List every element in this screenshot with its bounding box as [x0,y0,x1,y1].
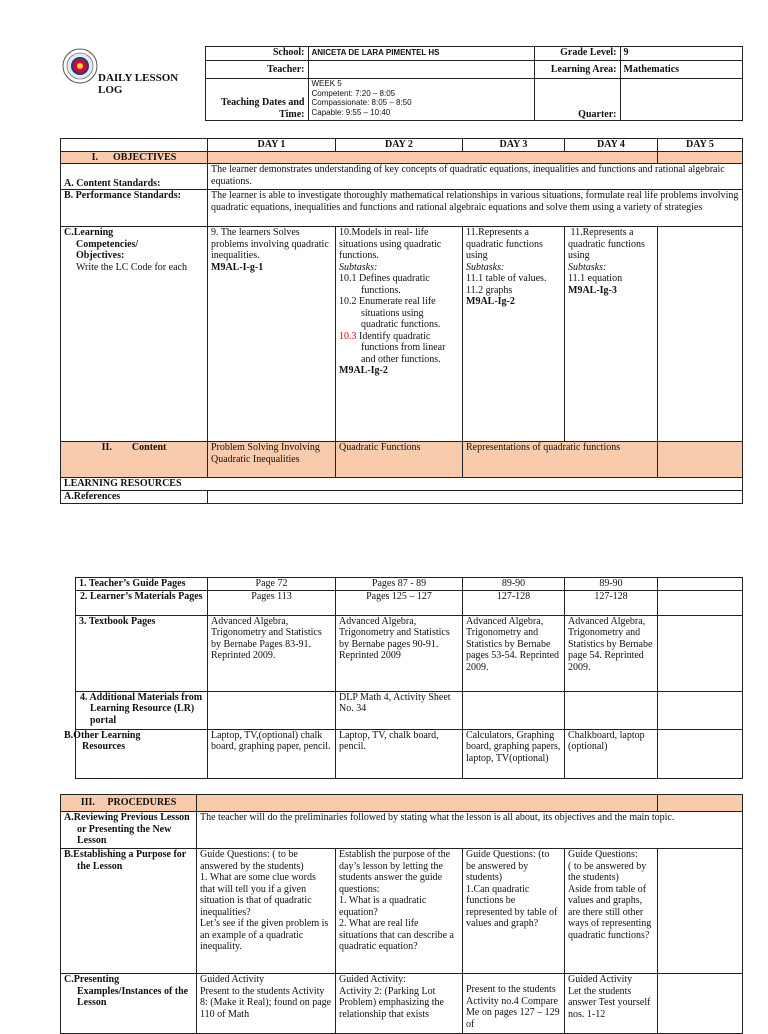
day1-header: DAY 1 [208,139,336,152]
presenting-day4: Guided Activity Let the students answer Test yourself nos. 1-12 [565,974,658,1034]
logo-cell [60,47,205,121]
lc-day1-code: M9AL-I-g-1 [211,261,264,273]
content-day5 [658,442,743,478]
other-resources-day2: Laptop, TV, chalk board, pencil. [336,729,463,778]
learners-materials-day3: 127-128 [463,590,565,615]
lc-day4-s1: 11.1 equation [568,273,623,284]
teachers-guide-day5 [658,578,743,591]
additional-materials-day1 [208,691,336,729]
lc-day2-code: M9AL-Ig-2 [339,365,388,376]
reviewing-text: The teacher will do the preliminaries followed by stating what the lesson is all about, its objectives and the main topic. [197,812,743,849]
lc-label-2: Competencies/ [76,238,139,250]
lc-day2-s1: 10.1 Defines quadratic [339,273,430,284]
textbook-day5 [658,615,743,691]
content-standards-label: A. Content Standards: [61,164,208,190]
learners-materials-day5 [658,590,743,615]
reviewing-label: A.Reviewing Previous Lesson or Presenting the New Lesson [61,812,197,849]
additional-materials-day2: DLP Math 4, Activity Sheet No. 34 [336,691,463,729]
learning-competencies-label [61,227,208,442]
day2-header: DAY 2 [336,139,463,152]
additional-materials-label: 4. Additional Materials from Learning Resource (LR) portal [76,691,208,729]
lc-label-1: C.Learning [64,227,114,238]
lc-day1 [208,227,336,442]
textbook-label: 3. Textbook Pages [76,615,208,691]
textbook-day4: Advanced Algebra, Trigonometry and Statistics by Bernabe page 54. Reprinted 2009. [565,615,658,691]
lc-day3 [463,227,565,442]
teachers-guide-label: 1. Teacher’s Guide Pages [76,578,208,591]
textbook-day3: Advanced Algebra, Trigonometry and Statistics by Bernabe pages 53-54. Reprinted 2009. [463,615,565,691]
day3-header: DAY 3 [463,139,565,152]
teacher-label: Teacher: [205,61,308,79]
presenting-day2: Guided Activity: Activity 2: (Parking Lot Problem) emphasizing the relationship that exists [336,974,463,1034]
lc-day3-subtasks: Subtasks: [466,261,505,273]
lc-day2-intro: 10.Models in real- life situations using quadratic functions. [339,227,442,261]
objectives-heading: I. OBJECTIVES [61,151,208,164]
lc-day2-s2: 10.2 Enumerate real life [339,296,436,307]
additional-materials-day5 [658,691,743,729]
learning-area-value: Mathematics [620,61,742,79]
objectives-heading-fill [208,151,658,164]
learners-materials-day4: 127-128 [565,590,658,615]
procedures-table [60,794,743,1034]
other-resources-day1: Laptop, TV,(optional) chalk board, graphing paper, pencil. [208,729,336,778]
lc-day2-s3b: functions from linear and other functions. [361,342,446,365]
quarter-value [620,79,742,121]
dll-title-line2: LOG [98,84,123,96]
teachers-guide-day1: Page 72 [208,578,336,591]
teachers-guide-day2: Pages 87 - 89 [336,578,463,591]
procedures-heading-fill [197,795,658,812]
teachers-guide-day3: 89-90 [463,578,565,591]
quarter-label: Quarter: [534,79,620,121]
grade-label: Grade Level: [534,47,620,61]
learners-materials-day2: Pages 125 – 127 [336,590,463,615]
presenting-day3: Present to the students Activity no.4 Compare Me on pages 127 – 129 of [463,974,565,1034]
lc-day2 [336,227,463,442]
other-resources-label-2: Resources [82,741,126,752]
lc-day1-text: 9. The learners Solves problems involving quadratic inequalities. [211,227,329,261]
dll-title-line1: DAILY LESSON [98,72,179,84]
lc-day2-s3: Identify quadratic [356,330,431,342]
content-day3-4: Representations of quadratic functions [463,442,658,478]
lc-label-3: Objectives: [76,250,125,261]
lc-day4-code: M9AL-Ig-3 [568,284,617,296]
teacher-value [308,61,534,79]
school-label: School: [205,47,308,61]
content-day1: Problem Solving Involving Quadratic Inequalities [208,442,336,478]
procedures-heading: III. PROCEDURES [61,795,197,812]
day4-header: DAY 4 [565,139,658,152]
performance-standards-text: The learner is able to investigate thoroughly mathematical relationships in various situations, formulate real life problems involving quadratic equations, inequalities and functions and rational algebraic equations and solve them using a variety of strategies [208,190,743,227]
lc-day5 [658,227,743,442]
lc-day4 [565,227,658,442]
other-resources-label [64,729,208,778]
purpose-day5 [658,849,743,974]
lc-day4-subtasks: Subtasks: [568,261,607,273]
lc-day3-s1: 11.1 table of values. [466,273,547,284]
content-day2: Quadratic Functions [336,442,463,478]
textbook-day1: Advanced Algebra, Trigonometry and Statistics by Bernabe Pages 83-91. Reprinted 2009. [208,615,336,691]
additional-materials-day3 [463,691,565,729]
procedures-heading-fill-day5 [658,795,743,812]
presenting-label: C.Presenting Examples/Instances of the Lesson [61,974,197,1034]
presenting-day5 [658,974,743,1034]
other-resources-day3: Calculators, Graphing board, graphing papers, laptop, TV(optional) [463,729,565,778]
lc-day2-s2b: situations using quadratic functions. [361,307,441,330]
additional-materials-day4 [565,691,658,729]
lc-day2-s1b: functions. [361,284,401,296]
lc-day2-s3-number: 10.3 [339,330,357,342]
learners-materials-label: 2. Learner’s Materials Pages [76,590,208,615]
purpose-day3: Guide Questions: (to be answered by students) 1.Can quadratic functions be represented by table of values and graph? [463,849,565,974]
learners-materials-day1: Pages 113 [208,590,336,615]
lc-label-4: Write the LC Code for each [76,261,187,273]
content-label: II. Content [61,442,208,478]
presenting-day1: Guided Activity Present to the students Activity 8: (Make it Real); found on page 110 of Math [197,974,336,1034]
content-standards-text: The learner demonstrates understanding of key concepts of quadratic equations, inequalities and functions and rational algebraic equations. [208,164,743,190]
objectives-heading-fill-day5 [658,151,743,164]
lc-day2-subtasks: Subtasks: [339,261,378,273]
day5-header: DAY 5 [658,139,743,152]
purpose-day2: Establish the purpose of the day’s lesson by letting the students answer the guide questions: 1. What is a quadratic equation? 2. What are real life situations that can describe a quadratic equation? [336,849,463,974]
header-table [60,46,743,121]
references-fill [208,491,743,504]
other-resources-label-1: B.Other Learning [64,729,141,741]
teaching-dates-label [205,79,308,121]
lc-day3-intro: 11.Represents a quadratic functions using [466,227,543,261]
purpose-label: B.Establishing a Purpose for the Lesson [61,849,197,974]
learning-area-label: Learning Area: [534,61,620,79]
school-value: ANICETA DE LARA PIMENTEL HS [308,47,534,61]
other-resources-day5 [658,729,743,778]
teaching-dates-label-1: Teaching Dates and [220,97,305,108]
textbook-day2: Advanced Algebra, Trigonometry and Statistics by Bernabe pages 90-91. Reprinted 2009 [336,615,463,691]
teaching-dates-label-2: Time: [279,108,305,120]
teaching-dates-value: WEEK 5 Competent: 7:20 – 8:05 Compassionate: 8:05 – 8:50 Capable: 9:55 – 10:40 [308,79,534,121]
lc-day3-s2: 11.2 graphs [466,284,513,296]
references-label: A.References [61,491,208,504]
objectives-table [60,138,743,504]
other-resources-day4: Chalkboard, laptop (optional) [565,729,658,778]
lc-day4-intro: 11.Represents a quadratic functions using [568,227,648,261]
learning-resources-heading: LEARNING RESOURCES [61,478,743,491]
purpose-day1: Guide Questions: ( to be answered by the students) 1. What are some clue words that will tell you if a given situation is that of quadratic inequalities? Let’s see if the given problem is an example of a quadratic inequality. [197,849,336,974]
teachers-guide-day4: 89-90 [565,578,658,591]
grade-value: 9 [620,47,742,61]
purpose-day4: Guide Questions: ( to be answered by the students) Aside from table of values and graphs, are there still other ways of representing quadratic functions? [565,849,658,974]
performance-standards-label: B. Performance Standards: [61,190,208,227]
days-corner [61,139,208,152]
references-table [64,577,743,779]
lc-day3-code: M9AL-Ig-2 [466,296,515,307]
